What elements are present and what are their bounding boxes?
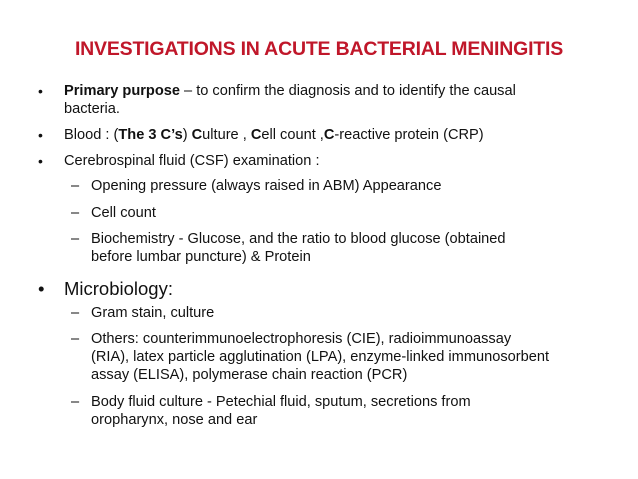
bullet-primary-purpose — [64, 82, 516, 100]
micro-others-line3: assay (ELISA), polymerase chain reaction (PCR) — [91, 367, 408, 383]
dash-icon: – — [71, 331, 80, 347]
csf-biochemistry-line2: before lumbar puncture) & Protein — [91, 249, 311, 265]
text: ulture , — [202, 127, 251, 143]
micro-gram-stain: Gram stain, culture — [91, 305, 215, 321]
bullet-csf: Cerebrospinal fluid (CSF) examination : — [64, 153, 320, 169]
micro-others: Others: counterimmunoelectrophoresis (CIE), radioimmunoassay — [91, 331, 512, 347]
bullet-blood — [64, 126, 484, 144]
text: ell count , — [261, 127, 324, 143]
text: Blood : ( — [64, 127, 119, 143]
bold-text: C — [323, 127, 335, 143]
csf-opening-pressure: Opening pressure (always raised in ABM) Appearance — [91, 178, 442, 194]
bold-text: C — [250, 127, 262, 143]
micro-body-fluid: Body fluid culture - Petechial fluid, sputum, secretions from — [91, 394, 471, 410]
micro-others-line2: (RIA), latex particle agglutination (LPA), enzyme-linked immunosorbent — [91, 349, 550, 365]
csf-biochemistry: Biochemistry - Glucose, and the ratio to blood glucose (obtained — [91, 231, 506, 247]
bullet-primary-purpose-line2: bacteria. — [64, 101, 120, 117]
bullet-icon: • — [38, 278, 45, 299]
csf-cell-count: Cell count — [91, 205, 156, 221]
bullet-icon: • — [38, 127, 43, 143]
bold-text: Primary purpose — [64, 83, 180, 99]
slide-title: INVESTIGATIONS IN ACUTE BACTERIAL MENINGITIS — [74, 38, 564, 60]
bullet-icon: • — [38, 83, 43, 99]
text: – to confirm the diagnosis and to identify the causal — [179, 83, 516, 99]
text: ) — [182, 127, 192, 143]
dash-icon: – — [71, 394, 80, 410]
bold-text: C — [191, 127, 203, 143]
dash-icon: – — [71, 205, 80, 221]
bold-text: The 3 C’s — [118, 127, 183, 143]
text: -reactive protein (CRP) — [334, 127, 484, 143]
bullet-microbiology: Microbiology: — [64, 278, 173, 299]
dash-icon: – — [71, 231, 80, 247]
dash-icon: – — [71, 305, 80, 321]
bullet-icon: • — [38, 153, 43, 169]
micro-body-fluid-line2: oropharynx, nose and ear — [91, 412, 258, 428]
dash-icon: – — [71, 178, 80, 194]
